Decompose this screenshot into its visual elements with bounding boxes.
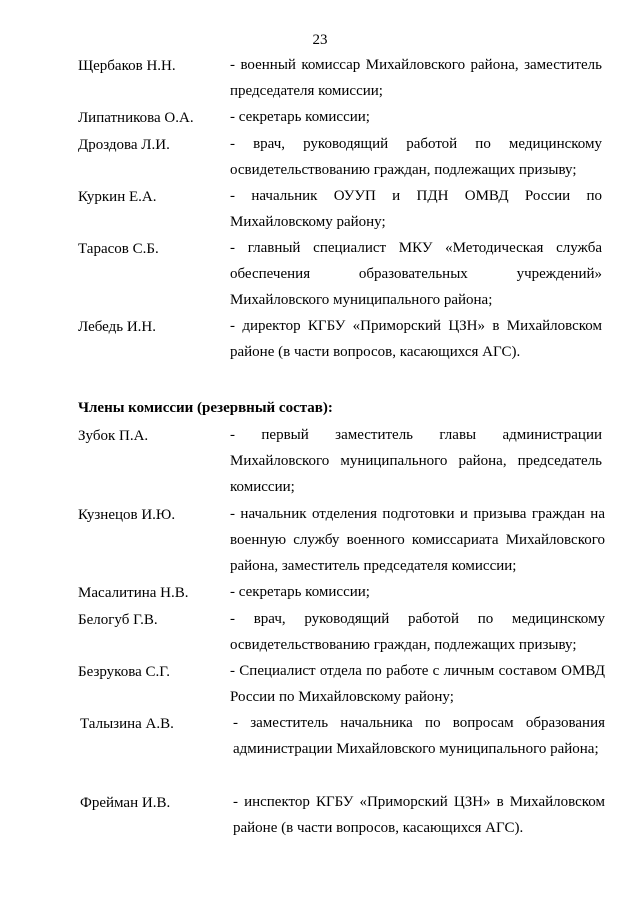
reserve-member-name: Зубок П.А. bbox=[78, 428, 149, 444]
member-name: Щербаков Н.Н. bbox=[78, 58, 176, 74]
reserve-member-name: Белогуб Г.В. bbox=[78, 612, 158, 628]
reserve-member-role: - начальник отделения подготовки и призыва граждан на военную службу военного комиссариата Михайловского района, заместитель председателя комиссии; bbox=[230, 506, 605, 574]
reserve-member-role: - инспектор КГБУ «Приморский ЦЗН» в Михайловском районе (в части вопросов, касающихся АГС). bbox=[233, 794, 605, 836]
reserve-heading: Члены комиссии (резервный состав): bbox=[78, 400, 333, 416]
reserve-member-name: Безрукова С.Г. bbox=[78, 664, 170, 680]
reserve-member-role: - врач, руководящий работой по медицинскому освидетельствованию граждан, подлежащих призыву; bbox=[230, 611, 605, 653]
page-number: 23 bbox=[312, 32, 328, 48]
reserve-member-name: Фрейман И.В. bbox=[80, 795, 171, 811]
member-role: - военный комиссар Михайловского района, заместитель председателя комиссии; bbox=[230, 57, 602, 99]
reserve-member-name: Масалитина Н.В. bbox=[78, 585, 189, 601]
member-name: Куркин Е.А. bbox=[78, 189, 157, 205]
member-role: - врач, руководящий работой по медицинскому освидетельствованию граждан, подлежащих призыву; bbox=[230, 136, 602, 178]
member-name: Дроздова Л.И. bbox=[78, 137, 170, 153]
reserve-member-name: Талызина А.В. bbox=[80, 716, 174, 732]
reserve-member-role: - заместитель начальника по вопросам образования администрации Михайловского муниципального района; bbox=[233, 715, 605, 757]
member-name: Лебедь И.Н. bbox=[78, 319, 157, 335]
member-role: - секретарь комиссии; bbox=[230, 109, 370, 125]
reserve-member-role: - Специалист отдела по работе с личным составом ОМВД России по Михайловскому району; bbox=[230, 663, 605, 705]
member-role: - начальник ОУУП и ПДН ОМВД России по Михайловскому району; bbox=[230, 188, 602, 230]
member-name: Тарасов С.Б. bbox=[78, 241, 159, 257]
member-role: - главный специалист МКУ «Методическая служба обеспечения образовательных учреждений» Михайловского муниципального района; bbox=[230, 240, 602, 308]
member-name: Липатникова О.А. bbox=[78, 110, 194, 126]
member-role: - директор КГБУ «Приморский ЦЗН» в Михайловском районе (в части вопросов, касающихся АГС). bbox=[230, 318, 602, 360]
reserve-member-name: Кузнецов И.Ю. bbox=[78, 507, 176, 523]
reserve-member-role: - секретарь комиссии; bbox=[230, 584, 370, 600]
reserve-member-role: - первый заместитель главы администрации Михайловского муниципального района, председатель комиссии; bbox=[230, 427, 602, 495]
